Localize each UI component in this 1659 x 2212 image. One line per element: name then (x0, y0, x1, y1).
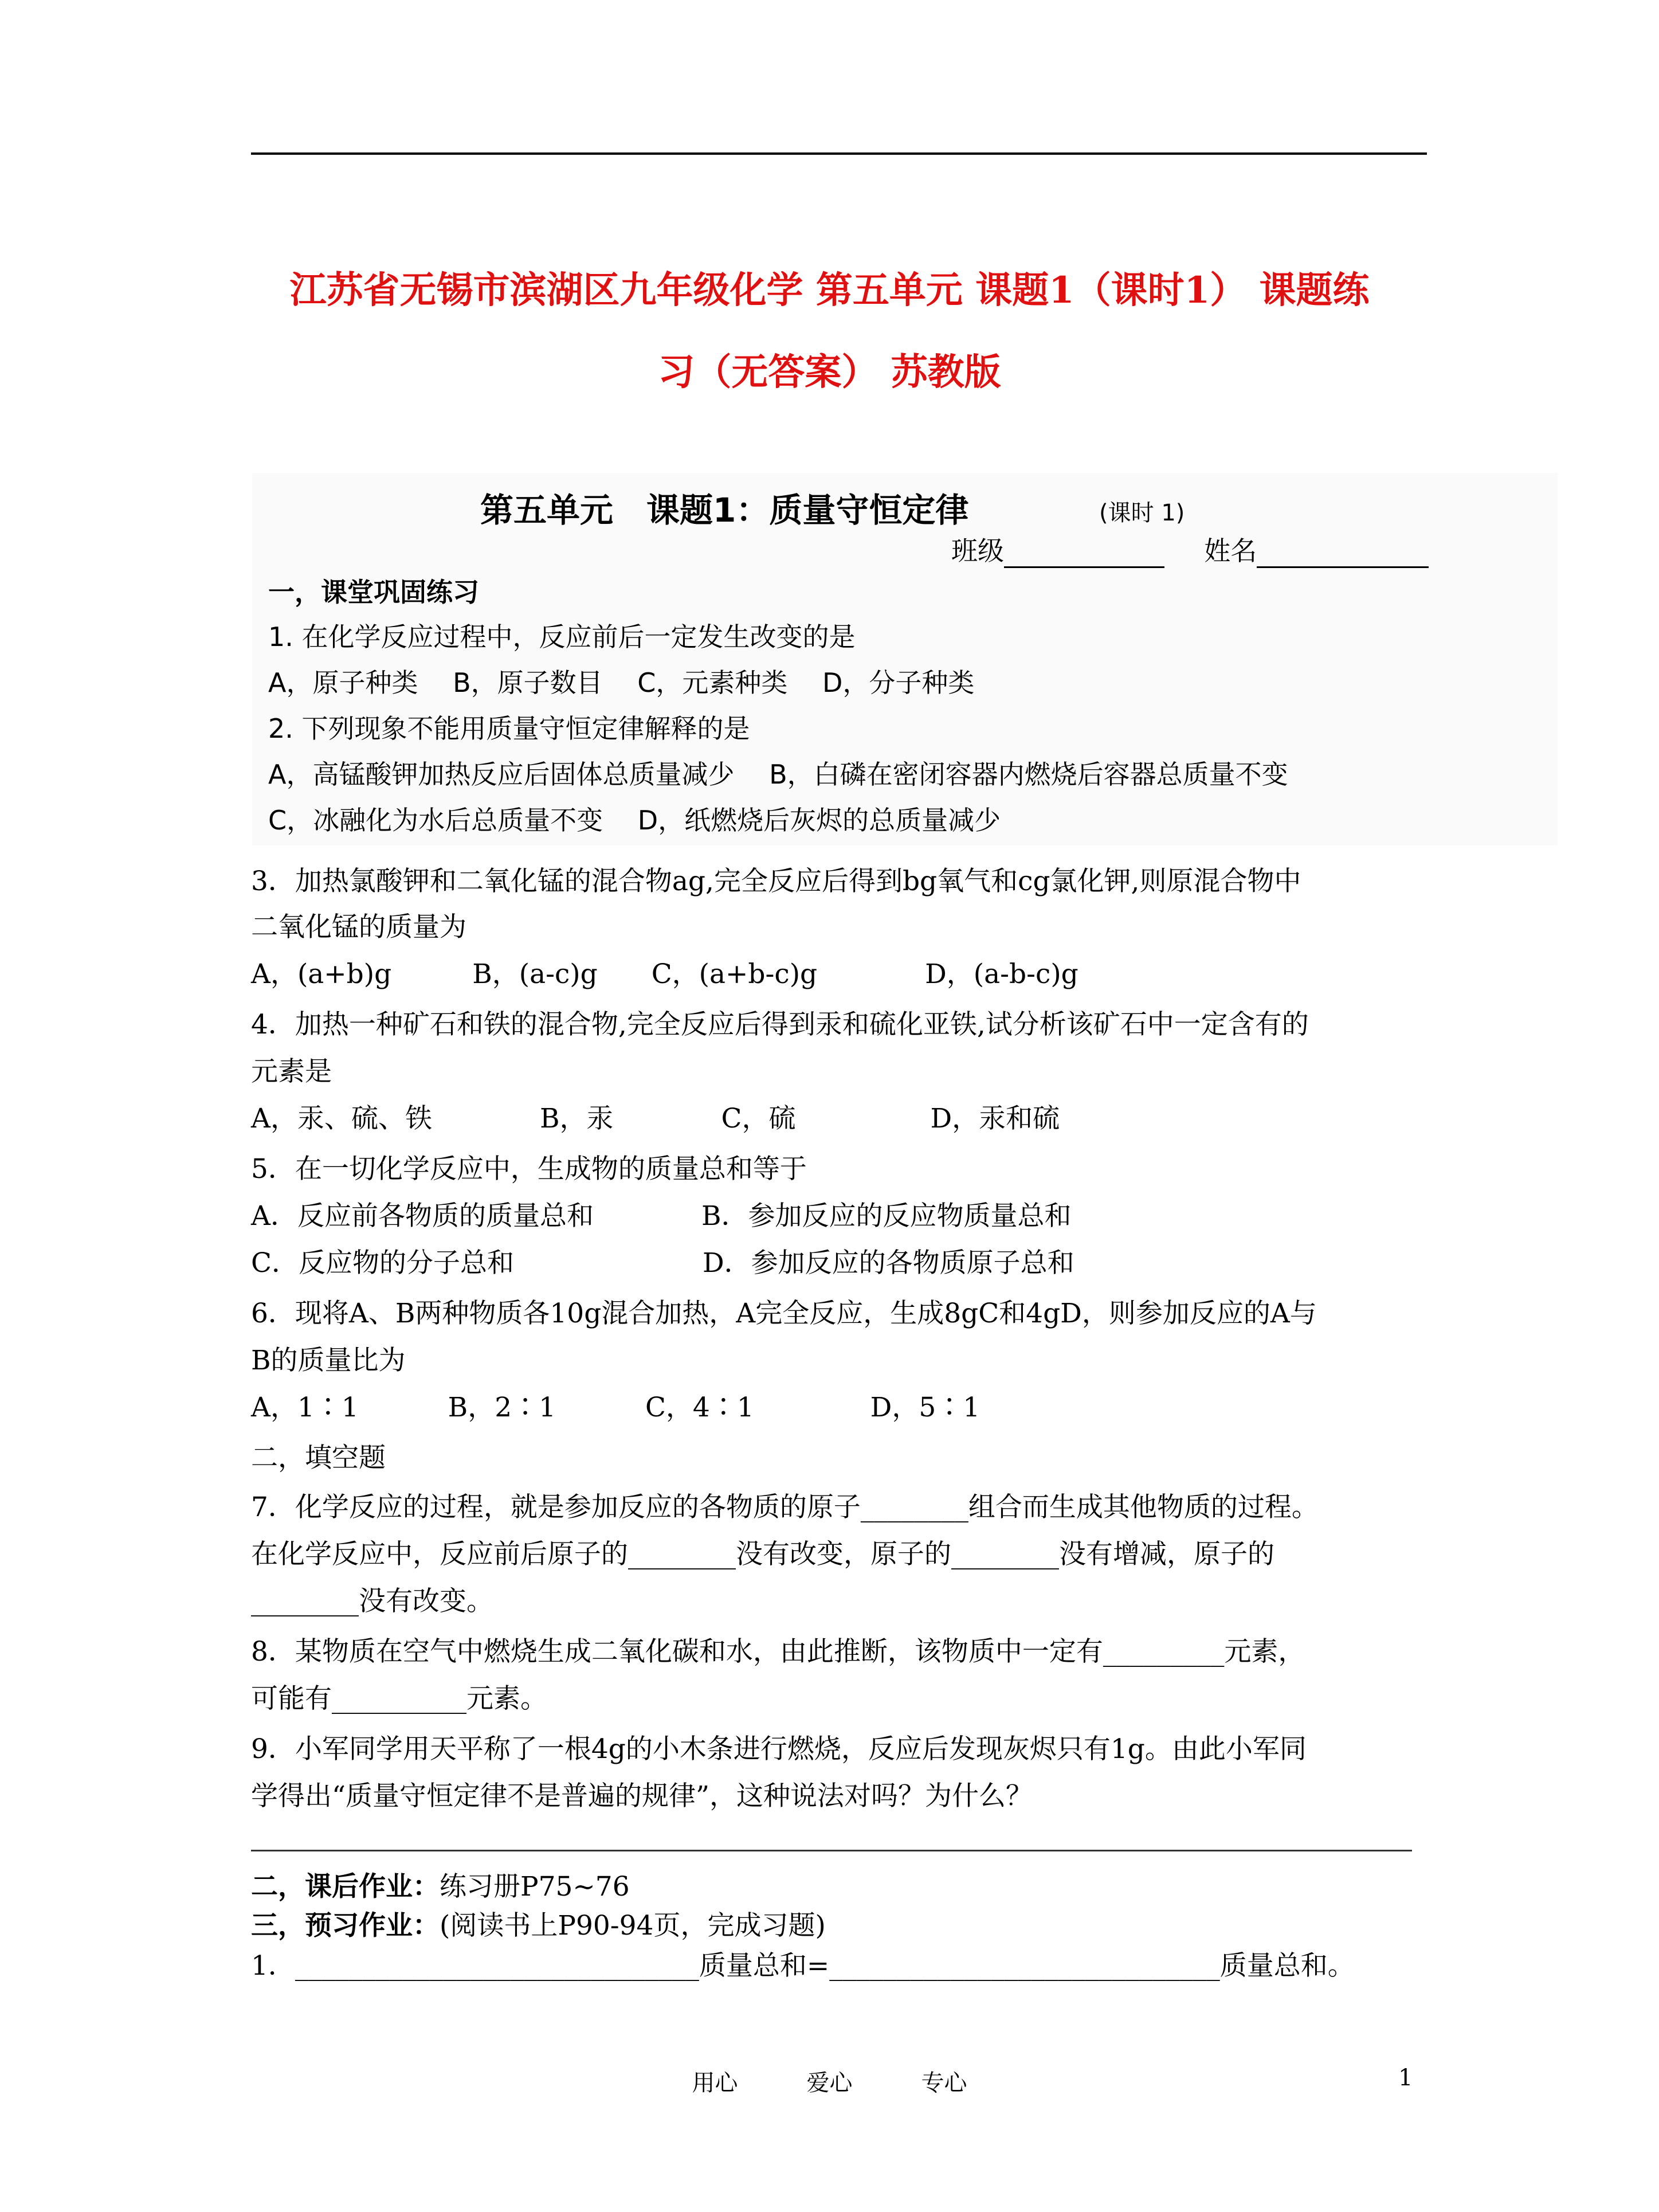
document-title-line-2: 习（无答案） 苏教版 (658, 351, 1001, 394)
question-2: 2. 下列现象不能用质量守恒定律解释的是 (268, 713, 750, 744)
question-3-line-2: 二氧化锰的质量为 (251, 911, 466, 943)
question-4-options: A，汞、硫、铁 B，汞 C，硫 D，汞和硫 (251, 1103, 1060, 1134)
page-number: 1 (1398, 2065, 1413, 2091)
name-blank (1257, 541, 1429, 568)
answer-line (251, 1850, 1412, 1851)
question-3-options: A，(a+b)g B，(a-c)g C，(a+b-c)g D，(a-b-c)g (251, 958, 1078, 990)
document-title-line-1: 江苏省无锡市滨湖区九年级化学 第五单元 课题1（课时1） 课题练 (289, 269, 1370, 312)
question-1: 1. 在化学反应过程中，反应前后一定发生改变的是 (268, 621, 856, 652)
section-2-heading: 二，填空题 (251, 1442, 386, 1474)
question-4-line-1: 4．加热一种矿石和铁的混合物,完全反应后得到汞和硫化亚铁,试分析该矿石中一定含有的 (251, 1009, 1309, 1040)
question-1-options: A，原子种类 B，原子数目 C，元素种类 D，分子种类 (268, 667, 975, 698)
footer-text: 用心 爱心 专心 (692, 2070, 967, 2096)
question-6-line-1: 6．现将A、B两种物质各10g混合加热，A完全反应，生成8gC和4gD，则参加反应的A与 (251, 1298, 1317, 1329)
worksheet-heading: 第五单元 课题1：质量守恒定律 (480, 491, 969, 530)
question-9-line-2: 学得出“质量守恒定律不是普遍的规律”，这种说法对吗？为什么？ (251, 1780, 1033, 1812)
question-7-line-1: 7．化学反应的过程，就是参加反应的各物质的原子________组合而生成其他物质的过程。 (251, 1491, 1319, 1523)
lesson-label: (课时 1) (1099, 500, 1185, 526)
preview-text: (阅读书上P90-94页，完成习题) (440, 1910, 826, 1941)
question-6-line-2: B的质量比为 (251, 1345, 406, 1376)
class-name-fields (951, 530, 1429, 568)
question-6-options: A，1∶1 B，2∶1 C，4∶1 D，5∶1 (251, 1392, 981, 1423)
homework-line (251, 1870, 630, 1904)
homework-text: 练习册P75~76 (440, 1871, 630, 1902)
question-7-line-3: ________没有改变。 (251, 1585, 493, 1617)
section-1-heading: 一，课堂巩固练习 (268, 577, 479, 608)
class-label: 班级 (951, 535, 1004, 566)
question-8-line-2: 可能有__________元素。 (251, 1683, 547, 1714)
question-5: 5．在一切化学反应中，生成物的质量总和等于 (251, 1153, 807, 1185)
question-5-options-ab: A．反应前各物质的质量总和 B．参加反应的反应物质量总和 (251, 1200, 1072, 1232)
question-7-line-2: 在化学反应中，反应前后原子的________没有改变，原子的________没有增减，原子的 (251, 1538, 1274, 1570)
embedded-worksheet-image (252, 473, 1558, 845)
question-2-options-ab: A，高锰酸钾加热反应后固体总质量减少 B，白磷在密闭容器内燃烧后容器总质量不变 (268, 759, 1288, 790)
question-8-line-1: 8．某物质在空气中燃烧生成二氧化碳和水，由此推断，该物质中一定有_________元素， (251, 1636, 1305, 1667)
question-2-options-cd: C，冰融化为水后总质量不变 D，纸燃烧后灰烬的总质量减少 (268, 805, 1001, 836)
preview-question-1: 1．______________________________质量总和=_____________________________质量总和。 (251, 1950, 1355, 1982)
homework-label: 二，课后作业： (251, 1871, 440, 1902)
preview-line (251, 1909, 826, 1943)
question-4-line-2: 元素是 (251, 1056, 332, 1087)
preview-label: 三，预习作业： (251, 1910, 440, 1941)
question-3-line-1: 3．加热氯酸钾和二氧化锰的混合物ag,完全反应后得到bg氧气和cg氯化钾,则原混合物中 (251, 866, 1301, 897)
top-rule (251, 152, 1427, 155)
class-blank (1004, 541, 1164, 568)
question-5-options-cd: C．反应物的分子总和 D．参加反应的各物质原子总和 (251, 1247, 1074, 1279)
name-label: 姓名 (1204, 535, 1257, 566)
question-9-line-1: 9．小军同学用天平称了一根4g的小木条进行燃烧，反应后发现灰烬只有1g。由此小军同 (251, 1733, 1307, 1765)
